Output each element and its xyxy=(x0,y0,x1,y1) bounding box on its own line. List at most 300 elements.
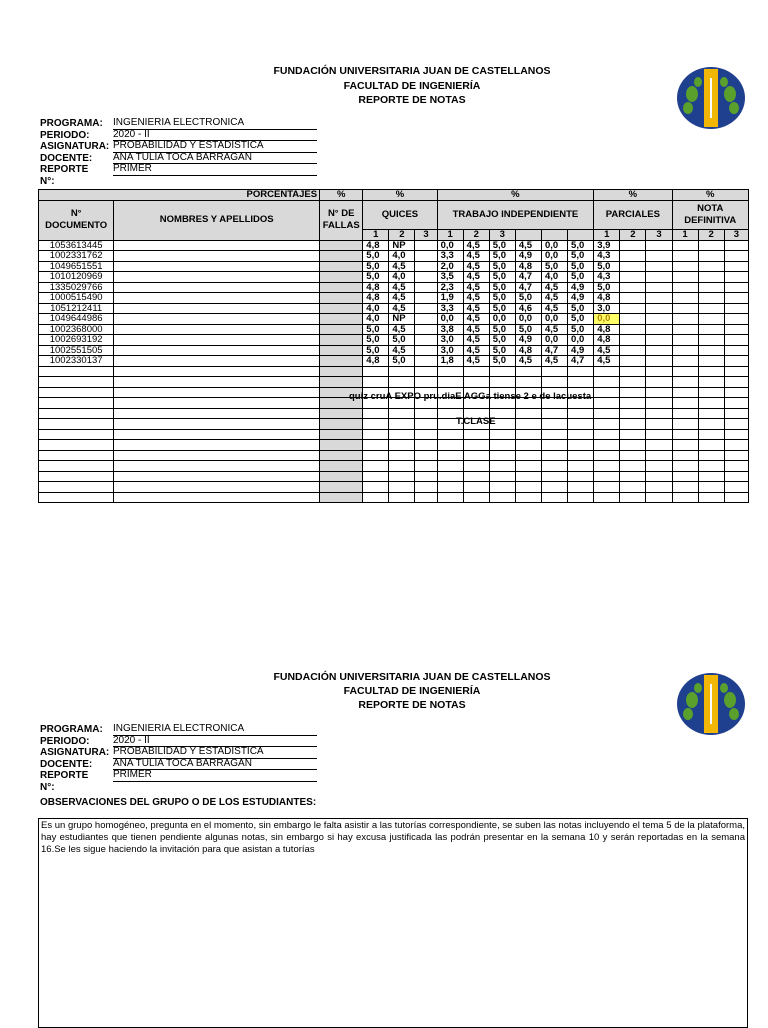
idx: 2 xyxy=(698,229,724,240)
trabajo-cell: 4,5 xyxy=(463,293,489,304)
table-row xyxy=(39,282,749,293)
quiz-2-cell: NP xyxy=(389,240,415,251)
empty-cell xyxy=(437,471,463,482)
empty-cell xyxy=(515,450,541,461)
pct-trabajo: % xyxy=(437,190,594,201)
empty-cell xyxy=(620,482,646,493)
empty-cell xyxy=(515,366,541,377)
empty-cell xyxy=(363,461,389,472)
doc-cell: 1053613445 xyxy=(39,240,114,251)
empty-cell xyxy=(698,440,724,451)
nota-3-cell xyxy=(724,272,748,283)
parcial-3-cell xyxy=(646,272,672,283)
trabajo-cell: 4,5 xyxy=(541,303,567,314)
empty-cell xyxy=(363,429,389,440)
empty-cell xyxy=(724,450,748,461)
empty-cell xyxy=(724,471,748,482)
nota-3-cell xyxy=(724,356,748,367)
trabajo-cell: 4,8 xyxy=(515,261,541,272)
name-cell xyxy=(114,272,320,283)
empty-row xyxy=(39,366,749,377)
empty-cell xyxy=(39,366,114,377)
nota-2-cell xyxy=(698,324,724,335)
trabajo-cell: 4,5 xyxy=(463,335,489,346)
quiz-1-cell: 4,8 xyxy=(363,356,389,367)
empty-cell xyxy=(437,461,463,472)
empty-cell xyxy=(698,398,724,409)
empty-cell xyxy=(463,366,489,377)
table-row xyxy=(39,272,749,283)
empty-cell xyxy=(672,482,698,493)
empty-cell xyxy=(437,429,463,440)
empty-cell xyxy=(320,450,363,461)
parcial-2-cell xyxy=(620,251,646,262)
quices-header: QUICES xyxy=(363,200,437,229)
empty-cell xyxy=(541,366,567,377)
empty-cell xyxy=(114,377,320,388)
trabajo-cell: 5,0 xyxy=(568,324,594,335)
empty-cell xyxy=(415,492,437,503)
quiz-2-cell: 4,5 xyxy=(389,303,415,314)
empty-cell xyxy=(437,450,463,461)
quiz-2-cell: 4,5 xyxy=(389,261,415,272)
quiz-3-cell xyxy=(415,303,437,314)
doc-cell: 1335029766 xyxy=(39,282,114,293)
name-cell xyxy=(114,261,320,272)
idx: 1 xyxy=(363,229,389,240)
trabajo-cell: 4,5 xyxy=(463,303,489,314)
table-row xyxy=(39,261,749,272)
nota-3-cell xyxy=(724,335,748,346)
empty-cell xyxy=(620,492,646,503)
quiz-3-cell xyxy=(415,345,437,356)
doc-header: N° DOCUMENTO xyxy=(39,200,114,240)
empty-cell xyxy=(541,429,567,440)
empty-cell xyxy=(646,408,672,419)
name-cell xyxy=(114,324,320,335)
trabajo-cell: 5,0 xyxy=(568,303,594,314)
empty-cell xyxy=(114,440,320,451)
info-label: REPORTE N°: xyxy=(40,770,89,793)
grades-table xyxy=(38,189,749,503)
trabajo-cell: 5,0 xyxy=(489,251,515,262)
nota-3-cell xyxy=(724,324,748,335)
quiz-2-cell: 4,5 xyxy=(389,293,415,304)
idx: 1 xyxy=(672,229,698,240)
trabajo-cell: 2,3 xyxy=(437,282,463,293)
quiz-1-cell: 4,0 xyxy=(363,314,389,325)
fallas-header: N° DE FALLAS xyxy=(320,200,363,240)
institution-name-2: FUNDACIÓN UNIVERSITARIA JUAN DE CASTELLANOS xyxy=(273,671,551,683)
table-row xyxy=(39,240,749,251)
trabajo-cell: 3,3 xyxy=(437,303,463,314)
empty-cell xyxy=(646,387,672,398)
trabajo-cell: 4,5 xyxy=(463,272,489,283)
empty-cell xyxy=(39,440,114,451)
trabajo-cell: 5,0 xyxy=(489,240,515,251)
trabajo-cell: 4,9 xyxy=(568,282,594,293)
table-row xyxy=(39,251,749,262)
info-label: PERIODO: xyxy=(40,735,90,747)
empty-cell xyxy=(515,408,541,419)
empty-cell xyxy=(320,429,363,440)
idx: 3 xyxy=(415,229,437,240)
empty-cell xyxy=(114,398,320,409)
parcial-3-cell xyxy=(646,303,672,314)
name-cell xyxy=(114,335,320,346)
empty-cell xyxy=(646,440,672,451)
empty-cell xyxy=(515,429,541,440)
quiz-3-cell xyxy=(415,356,437,367)
info-label: DOCENTE: xyxy=(40,152,93,164)
nota-2-cell xyxy=(698,272,724,283)
parcial-1-cell: 4,8 xyxy=(594,293,620,304)
info-value: PROBABILIDAD Y ESTADISTICA xyxy=(113,747,317,759)
empty-cell xyxy=(698,366,724,377)
empty-cell xyxy=(724,429,748,440)
empty-cell xyxy=(114,471,320,482)
empty-cell xyxy=(389,492,415,503)
trabajo-cell: 4,0 xyxy=(541,272,567,283)
trabajo-cell: 5,0 xyxy=(541,261,567,272)
table-row xyxy=(39,356,749,367)
empty-cell xyxy=(724,408,748,419)
trabajo-header: TRABAJO INDEPENDIENTE xyxy=(437,200,594,229)
empty-cell xyxy=(594,471,620,482)
empty-cell xyxy=(363,377,389,388)
name-cell xyxy=(114,314,320,325)
empty-cell xyxy=(39,450,114,461)
empty-cell xyxy=(515,461,541,472)
quiz-2-cell: NP xyxy=(389,314,415,325)
empty-cell xyxy=(724,482,748,493)
quiz-2-cell: 5,0 xyxy=(389,335,415,346)
idx xyxy=(515,229,541,240)
info-label: ASIGNATURA: xyxy=(40,747,110,758)
empty-cell xyxy=(568,482,594,493)
empty-cell xyxy=(320,482,363,493)
empty-cell xyxy=(698,387,724,398)
parcial-3-cell xyxy=(646,314,672,325)
trabajo-cell: 3,8 xyxy=(437,324,463,335)
info-label: ASIGNATURA: xyxy=(40,141,110,152)
info-value: ANA TULIA TOCA BARRAGAN xyxy=(113,153,317,165)
parcial-3-cell xyxy=(646,261,672,272)
empty-cell xyxy=(363,419,389,430)
parcial-3-cell xyxy=(646,282,672,293)
empty-cell xyxy=(568,419,594,430)
empty-row xyxy=(39,440,749,451)
report-title: REPORTE DE NOTAS xyxy=(358,94,466,106)
empty-cell xyxy=(39,471,114,482)
nota-1-cell xyxy=(672,314,698,325)
empty-cell xyxy=(541,461,567,472)
nota-1-cell xyxy=(672,272,698,283)
info-label: PROGRAMA: xyxy=(40,118,103,129)
empty-cell xyxy=(389,440,415,451)
table-row xyxy=(39,303,749,314)
empty-cell xyxy=(541,440,567,451)
empty-cell xyxy=(320,366,363,377)
empty-cell xyxy=(541,377,567,388)
nota-3-cell xyxy=(724,240,748,251)
empty-cell xyxy=(568,450,594,461)
trabajo-cell: 4,7 xyxy=(568,356,594,367)
empty-cell xyxy=(489,377,515,388)
empty-cell xyxy=(415,440,437,451)
empty-cell xyxy=(489,492,515,503)
parcial-2-cell xyxy=(620,314,646,325)
empty-cell xyxy=(594,366,620,377)
empty-cell xyxy=(620,419,646,430)
quiz-2-cell: 4,5 xyxy=(389,345,415,356)
empty-cell xyxy=(646,366,672,377)
empty-cell xyxy=(594,440,620,451)
empty-cell xyxy=(415,408,437,419)
trabajo-cell: 5,0 xyxy=(489,303,515,314)
empty-cell xyxy=(594,450,620,461)
quiz-2-cell: 4,0 xyxy=(389,272,415,283)
empty-cell xyxy=(724,492,748,503)
parcial-3-cell xyxy=(646,293,672,304)
empty-cell xyxy=(114,492,320,503)
empty-cell xyxy=(620,440,646,451)
empty-cell xyxy=(620,398,646,409)
empty-cell xyxy=(437,482,463,493)
empty-cell xyxy=(620,366,646,377)
empty-cell xyxy=(724,440,748,451)
empty-cell xyxy=(515,377,541,388)
parcial-3-cell xyxy=(646,345,672,356)
empty-cell xyxy=(646,461,672,472)
info-value: ANA TULIA TOCA BARRAGAN xyxy=(113,759,317,771)
quiz-1-cell: 5,0 xyxy=(363,335,389,346)
empty-cell xyxy=(389,461,415,472)
empty-cell xyxy=(39,492,114,503)
empty-cell xyxy=(437,377,463,388)
empty-row xyxy=(39,377,749,388)
trabajo-cell: 0,0 xyxy=(541,335,567,346)
empty-cell xyxy=(320,492,363,503)
name-cell xyxy=(114,240,320,251)
nota-3-cell xyxy=(724,293,748,304)
parcial-1-cell: 4,5 xyxy=(594,345,620,356)
empty-cell xyxy=(646,377,672,388)
name-cell xyxy=(114,303,320,314)
table-row xyxy=(39,324,749,335)
name-cell xyxy=(114,282,320,293)
trabajo-cell: 4,5 xyxy=(463,345,489,356)
trabajo-cell: 5,0 xyxy=(568,314,594,325)
nota-2-cell xyxy=(698,314,724,325)
university-logo-icon xyxy=(676,672,746,736)
empty-cell xyxy=(39,461,114,472)
empty-cell xyxy=(489,440,515,451)
trabajo-cell: 4,5 xyxy=(463,261,489,272)
idx xyxy=(568,229,594,240)
column-header-row xyxy=(39,200,749,229)
report-title-2: REPORTE DE NOTAS xyxy=(358,699,466,711)
empty-cell xyxy=(672,366,698,377)
quiz-3-cell xyxy=(415,324,437,335)
parcial-2-cell xyxy=(620,356,646,367)
empty-cell xyxy=(363,482,389,493)
trabajo-cell: 4,5 xyxy=(541,282,567,293)
empty-cell xyxy=(672,440,698,451)
quiz-1-cell: 5,0 xyxy=(363,251,389,262)
empty-cell xyxy=(463,429,489,440)
nota-2-cell xyxy=(698,261,724,272)
empty-cell xyxy=(672,471,698,482)
empty-cell xyxy=(672,461,698,472)
empty-cell xyxy=(698,450,724,461)
empty-cell xyxy=(515,419,541,430)
empty-cell xyxy=(463,450,489,461)
empty-cell xyxy=(415,450,437,461)
empty-cell xyxy=(724,419,748,430)
empty-cell xyxy=(489,461,515,472)
quiz-3-cell xyxy=(415,293,437,304)
trabajo-cell: 5,0 xyxy=(568,251,594,262)
info-value: PRIMER xyxy=(113,770,317,782)
nota-1-cell xyxy=(672,345,698,356)
empty-cell xyxy=(437,366,463,377)
empty-cell xyxy=(114,429,320,440)
empty-cell xyxy=(594,429,620,440)
trabajo-cell: 4,8 xyxy=(515,345,541,356)
trabajo-cell: 4,7 xyxy=(515,282,541,293)
name-cell xyxy=(114,345,320,356)
quiz-3-cell xyxy=(415,251,437,262)
empty-cell xyxy=(415,429,437,440)
empty-cell xyxy=(620,377,646,388)
empty-row xyxy=(39,492,749,503)
empty-cell xyxy=(698,408,724,419)
institution-name: FUNDACIÓN UNIVERSITARIA JUAN DE CASTELLANOS xyxy=(273,65,551,77)
trabajo-cell: 4,5 xyxy=(541,324,567,335)
info-value: PROBABILIDAD Y ESTADISTICA xyxy=(113,141,317,153)
idx: 2 xyxy=(463,229,489,240)
empty-cell xyxy=(646,492,672,503)
fallas-cell xyxy=(320,314,363,325)
empty-cell xyxy=(463,471,489,482)
parcial-2-cell xyxy=(620,293,646,304)
quiz-3-cell xyxy=(415,261,437,272)
parcial-1-cell: 5,0 xyxy=(594,282,620,293)
quiz-3-cell xyxy=(415,335,437,346)
empty-cell xyxy=(437,440,463,451)
empty-cell xyxy=(620,408,646,419)
trabajo-cell: 4,5 xyxy=(515,356,541,367)
empty-cell xyxy=(39,408,114,419)
empty-cell xyxy=(463,377,489,388)
nota-2-cell xyxy=(698,335,724,346)
trabajo-cell: 0,0 xyxy=(541,314,567,325)
empty-cell xyxy=(114,482,320,493)
trabajo-cell: 4,6 xyxy=(515,303,541,314)
nota-1-cell xyxy=(672,282,698,293)
empty-cell xyxy=(515,492,541,503)
nota-2-cell xyxy=(698,282,724,293)
empty-cell xyxy=(363,366,389,377)
nota-1-cell xyxy=(672,240,698,251)
empty-row xyxy=(39,408,749,419)
empty-cell xyxy=(594,398,620,409)
nota-1-cell xyxy=(672,356,698,367)
fallas-cell xyxy=(320,345,363,356)
trabajo-cell: 4,9 xyxy=(568,293,594,304)
trabajo-cell: 4,5 xyxy=(463,324,489,335)
parcial-1-cell: 4,8 xyxy=(594,324,620,335)
info-label: REPORTE N°: xyxy=(40,164,89,187)
doc-cell: 1002330137 xyxy=(39,356,114,367)
quiz-3-cell xyxy=(415,272,437,283)
table-row xyxy=(39,314,749,325)
quiz-3-cell xyxy=(415,240,437,251)
empty-cell xyxy=(698,429,724,440)
trabajo-cell: 5,0 xyxy=(489,356,515,367)
empty-cell xyxy=(594,377,620,388)
fallas-cell xyxy=(320,335,363,346)
parcial-1-cell: 4,3 xyxy=(594,272,620,283)
pct-parciales: % xyxy=(594,190,672,201)
fallas-cell xyxy=(320,240,363,251)
pct-nota: % xyxy=(672,190,748,201)
quiz-2-cell: 5,0 xyxy=(389,356,415,367)
doc-cell: 1000515490 xyxy=(39,293,114,304)
trabajo-cell: 4,5 xyxy=(463,282,489,293)
empty-cell xyxy=(698,482,724,493)
quiz-1-cell: 4,0 xyxy=(363,303,389,314)
empty-cell xyxy=(415,377,437,388)
trabajo-cell: 4,9 xyxy=(515,251,541,262)
idx: 1 xyxy=(437,229,463,240)
nota-2-cell xyxy=(698,345,724,356)
empty-cell xyxy=(568,377,594,388)
empty-row xyxy=(39,471,749,482)
doc-cell: 1002368000 xyxy=(39,324,114,335)
empty-cell xyxy=(698,492,724,503)
doc-cell: 1010120969 xyxy=(39,272,114,283)
observations-text: Es un grupo homogéneo, pregunta en el momento, sin embargo le falta asistir a las tutorías correspondiente, se suben las notas incluyendo el tema 5 de la plataforma, hay estudiantes que tienen pendiente algunas notas, sin embargo si hay excusa justificada las podrán presentar en la semana 10 y serán reportadas en la semana 16.Se les sigue haciendo la invitación para que asistan a tutorías xyxy=(38,818,748,1028)
trabajo-cell: 0,0 xyxy=(489,314,515,325)
trabajo-cell: 3,3 xyxy=(437,251,463,262)
empty-cell xyxy=(114,419,320,430)
trabajo-cell: 0,0 xyxy=(437,240,463,251)
empty-cell xyxy=(724,398,748,409)
empty-cell xyxy=(698,377,724,388)
trabajo-cell: 4,5 xyxy=(541,293,567,304)
trabajo-cell: 4,9 xyxy=(515,335,541,346)
faculty-name-2: FACULTAD DE INGENIERÍA xyxy=(343,685,481,697)
trabajo-cell: 4,5 xyxy=(515,240,541,251)
empty-cell xyxy=(389,377,415,388)
trabajo-cell: 4,7 xyxy=(541,345,567,356)
table-row xyxy=(39,293,749,304)
empty-cell xyxy=(363,440,389,451)
empty-cell xyxy=(646,398,672,409)
empty-cell xyxy=(489,429,515,440)
empty-row xyxy=(39,429,749,440)
empty-row xyxy=(39,482,749,493)
empty-cell xyxy=(620,450,646,461)
nota-2-cell xyxy=(698,293,724,304)
doc-cell: 1002331762 xyxy=(39,251,114,262)
doc-cell: 1002693192 xyxy=(39,335,114,346)
nota-2-cell xyxy=(698,251,724,262)
empty-cell xyxy=(594,419,620,430)
fallas-cell xyxy=(320,303,363,314)
